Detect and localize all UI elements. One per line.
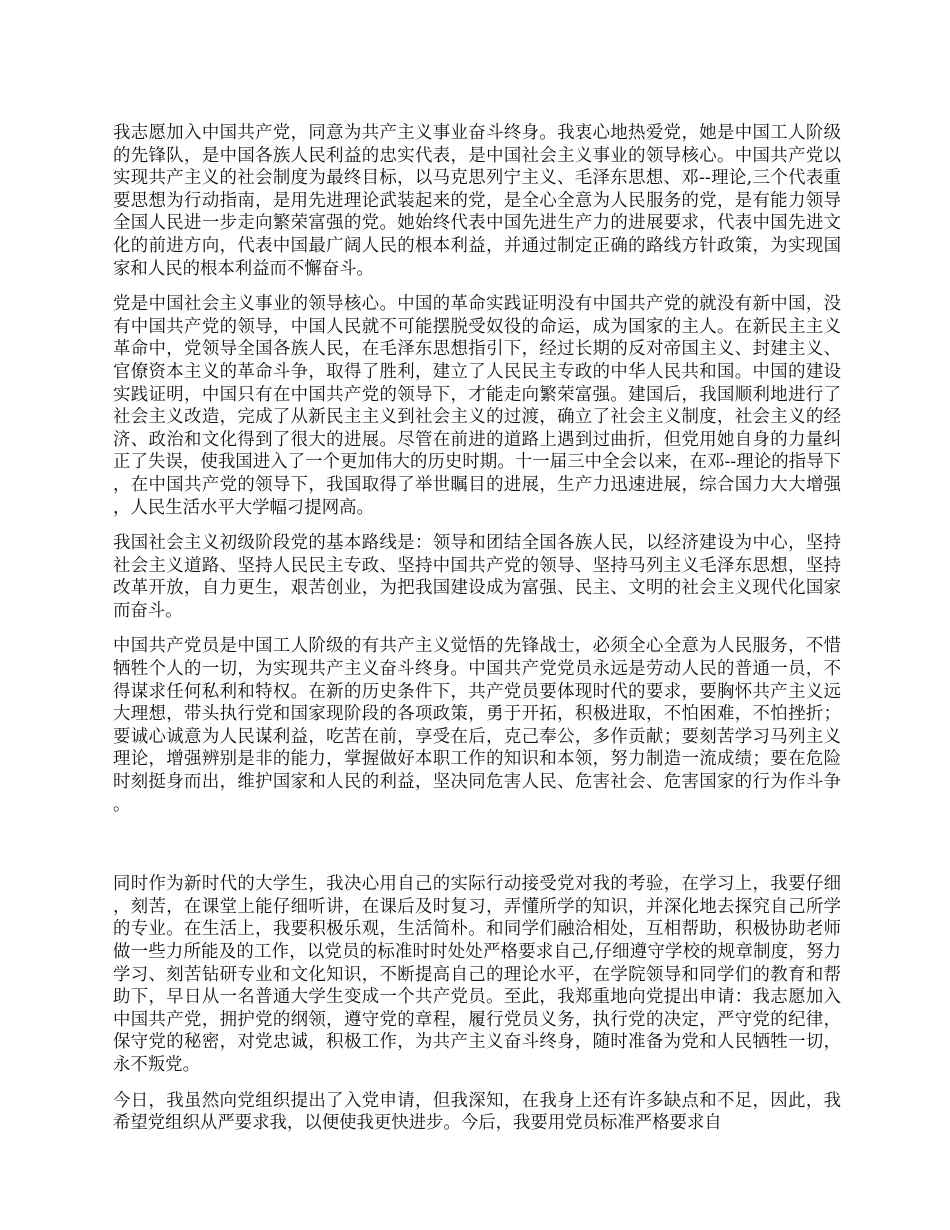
paragraph-5: 同时作为新时代的大学生，我决心用自己的实际行动接受党对我的考验，在学习上，我要仔细，刻苦，在课堂上能仔细听讲，在课后及时复习，弄懂所学的知识，并深化地去探究自己所学的专业。在生活上，我要积极乐观，生活简朴。和同学们融洽相处，互相帮助，积极协助老师做一些力所能及的工作，以党员的标准时时处处严格要求自己,仔细遵守学校的规章制度，努力学习、刻苦钻研专业和文化知识，不断提高自己的理论水平，在学院领导和同学们的教育和帮助下，早日从一名普通大学生变成一个共产党员。至此，我郑重地向党提出申请：我志愿加入中国共产党，拥护党的纲领，遵守党的章程，履行党员义务，执行党的决定，严守党的纪律，保守党的秘密，对党忠诚，积极工作，为共产主义奋斗终身，随时准备为党和人民牺牲一切，永不叛党。 bbox=[113, 874, 841, 1075]
document-body bbox=[113, 122, 841, 1148]
paragraph-spacer bbox=[113, 829, 841, 873]
paragraph-3: 我国社会主义初级阶段党的基本路线是：领导和团结全国各族人民，以经济建设为中心，坚持社会主义道路、坚持人民民主专政、坚持中国共产党的领导、坚持马列主义毛泽东思想，坚持改革开放，自力更生，艰苦创业，为把我国建设成为富强、民主、文明的社会主义现代化国家而奋斗。 bbox=[113, 533, 841, 621]
paragraph-2: 党是中国社会主义事业的领导核心。中国的革命实践证明没有中国共产党的就没有新中国，没有中国共产党的领导，中国人民就不可能摆脱受奴役的命运，成为国家的主人。在新民主主义革命中，党领导全国各族人民，在毛泽东思想指引下，经过长期的反对帝国主义、封建主义、官僚资本主义的革命斗争，取得了胜利，建立了人民民主专政的中华人民共和国。中国的建设实践证明，中国只有在中国共产党的领导下，才能走向繁荣富强。建国后，我国顺利地进行了社会主义改造，完成了从新民主主义到社会主义的过渡，确立了社会主义制度，社会主义的经济、政治和文化得到了很大的进展。尽管在前进的道路上遇到过曲折，但党用她自身的力量纠正了失误，使我国进入了一个更加伟大的历史时期。十一届三中全会以来，在邓--理论的指导下，在中国共产党的领导下，我国取得了举世瞩目的进展，生产力迅速进展，综合国力大大增强，人民生活水平大学幅刁提网高。 bbox=[113, 294, 841, 518]
paragraph-1: 我志愿加入中国共产党，同意为共产主义事业奋斗终身。我衷心地热爱党，她是中国工人阶级的先锋队，是中国各族人民利益的忠实代表，是中国社会主义事业的领导核心。中国共产党以实现共产主义的社会制度为最终目标，以马克思列宁主义、毛泽东思想、邓--理论,三个代表重要思想为行动指南，是用先进理论武装起来的党，是全心全意为人民服务的党，是有能力领导全国人民进一步走向繁荣富强的党。她始终代表中国先进生产力的进展要求，代表中国先进文化的前进方向，代表中国最广阔人民的根本利益，并通过制定正确的路线方针政策，为实现国家和人民的根本利益而不懈奋斗。 bbox=[113, 123, 841, 279]
paragraph-6: 今日，我虽然向党组织提出了入党申请，但我深知，在我身上还有许多缺点和不足，因此，我希望党组织从严要求我，以便使我更快进步。今后，我要用党员标准严格要求自 bbox=[113, 1090, 841, 1134]
paragraph-4: 中国共产党员是中国工人阶级的有共产主义觉悟的先锋战士，必须全心全意为人民服务，不惜牺牲个人的一切，为实现共产主义奋斗终身。中国共产党党员永远是劳动人民的普通一员，不得谋求任何私利和特权。在新的历史条件下，共产党员要体现时代的要求，要胸怀共产主义远大理想，带头执行党和国家现阶段的各项政策，勇于开拓，积极进取，不怕困难，不怕挫折；要诚心诚意为人民谋利益，吃苦在前，享受在后，克己奉公，多作贡献；要刻苦学习马列主义理论，增强辨别是非的能力，掌握做好本职工作的知识和本领，努力制造一流成绩；要在危险时刻挺身而出，维护国家和人民的利益，坚决同危害人民、危害社会、危害国家的行为作斗争。 bbox=[113, 636, 841, 815]
